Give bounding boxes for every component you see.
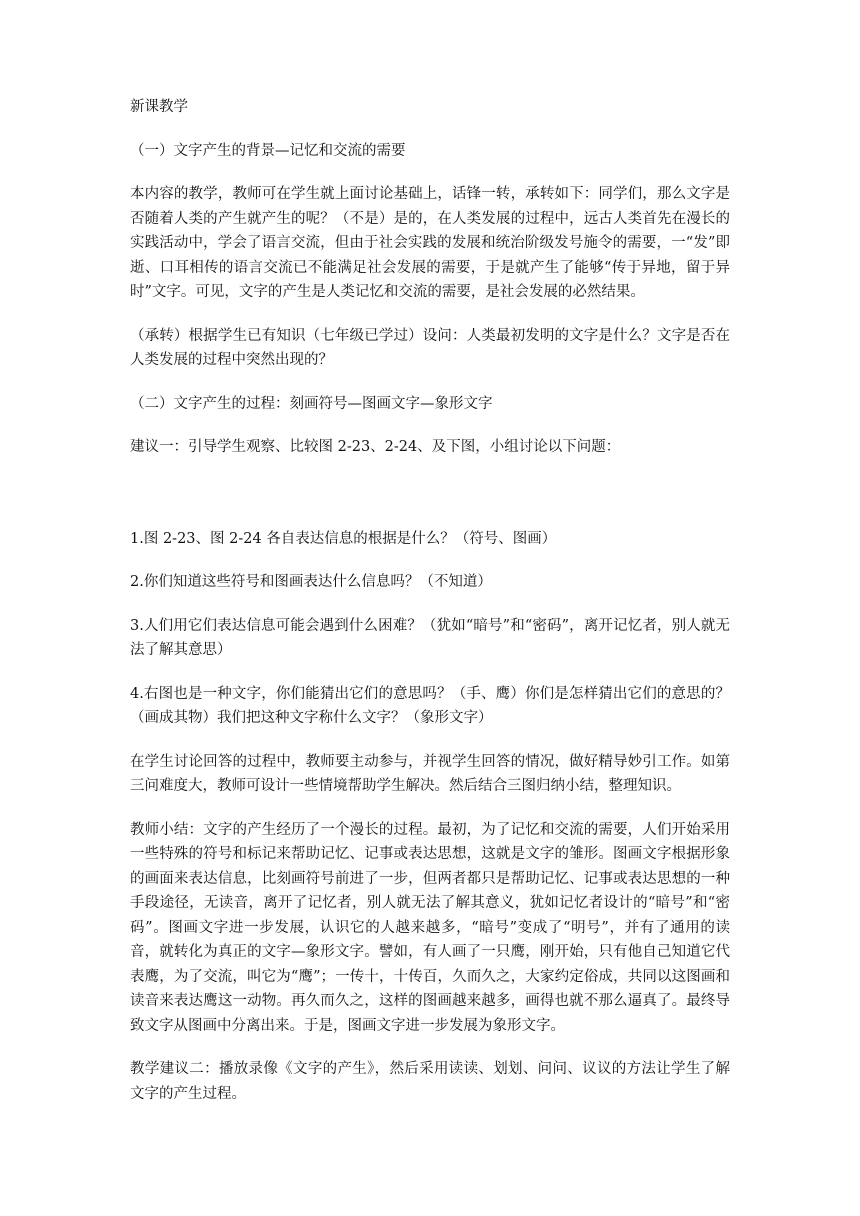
document-page — [130, 95, 730, 1106]
section2-title: （二）文字产生的过程：刻画符号—图画文字—象形文字 — [130, 395, 493, 412]
paragraph-background: 本内容的教学，教师可在学生就上面讨论基础上，话锋一转，承转如下：同学们，那么文字是否随着人类的产生就产生的呢？（不是）是的，在人类发展的过程中，远古人类首先在漫长的实践活动中，学会了语言交流，但由于社会实践的发展和统治阶级发号施令的需要，一“发”即逝、口耳相传的语言交流已不能满足社会发展的需要，于是就产生了能够“传于异地，留于异时”文字。可见，文字的产生是人类记忆和交流的需要，是社会发展的必然结果。 — [130, 186, 730, 300]
blank-space — [130, 460, 730, 527]
question-2: 2.你们知道这些符号和图画表达什么信息吗？（不知道） — [130, 574, 492, 590]
suggestion-one: 建议一：引导学生观察、比较图 2-23、2-24、及下图，小组讨论以下问题： — [130, 439, 621, 455]
question-3: 3.人们用它们表达信息可能会遇到什么困难？（犹如“暗号”和“密码”，离开记忆者，别人就无法了解其意思） — [130, 617, 730, 658]
question-1: 1.图 2-23、图 2-24 各自表达信息的根据是什么？（符号、图画） — [130, 530, 557, 547]
teacher-summary: 教师小结：文字的产生经历了一个漫长的过程。最初，为了记忆和交流的需要，人们开始采用一些特殊的符号和标记来帮助记忆、记事或表达思想，这就是文字的雏形。图画文字根据形象的画面来表达信息，比刻画符号前进了一步，但两者都只是帮助记忆、记事或表达思想的一种手段途径，无读音，离开了记忆者，别人就无法了解其意义，犹如记忆者设计的“暗号”和“密码”。图画文字进一步发展，认识它的人越来越多，“暗号”变成了“明号”，并有了通用的读音，就转化为真正的文字—象形文字。譬如，有人画了一只鹰，刚开始，只有他自己知道它代表鹰，为了交流，叫它为“鹰”；一传十，十传百，久而久之，大家约定俗成，共同以这图画和读音来表达鹰这一动物。再久而久之，这样的图画越来越多，画得也就不那么逼真了。最终导致文字从图画中分离出来。于是，图画文字进一步发展为象形文字。 — [130, 821, 730, 1034]
question-4: 4.右图也是一种文字，你们能猜出它们的意思吗？（手、鹰）你们是怎样猜出它们的意思的？（画成其物）我们把这种文字称什么文字？（象形文字） — [130, 685, 730, 726]
section1-title: （一）文字产生的背景—记忆和交流的需要 — [130, 142, 406, 159]
suggestion-two: 教学建议二：播放录像《文字的产生》，然后采用读读、划划、问问、议议的方法让学生了解文字的产生过程。 — [130, 1061, 730, 1102]
paragraph-discussion: 在学生讨论回答的过程中，教师要主动参与，并视学生回答的情况，做好精导妙引工作。如第三问难度大，教师可设计一些情境帮助学生解决。然后结合三图归纳小结，整理知识。 — [130, 753, 730, 794]
heading: 新课教学 — [130, 99, 188, 115]
paragraph-transition: （承转）根据学生已有知识（七年级已学过）设问：人类最初发明的文字是什么？文字是否在人类发展的过程中突然出现的？ — [130, 327, 730, 368]
